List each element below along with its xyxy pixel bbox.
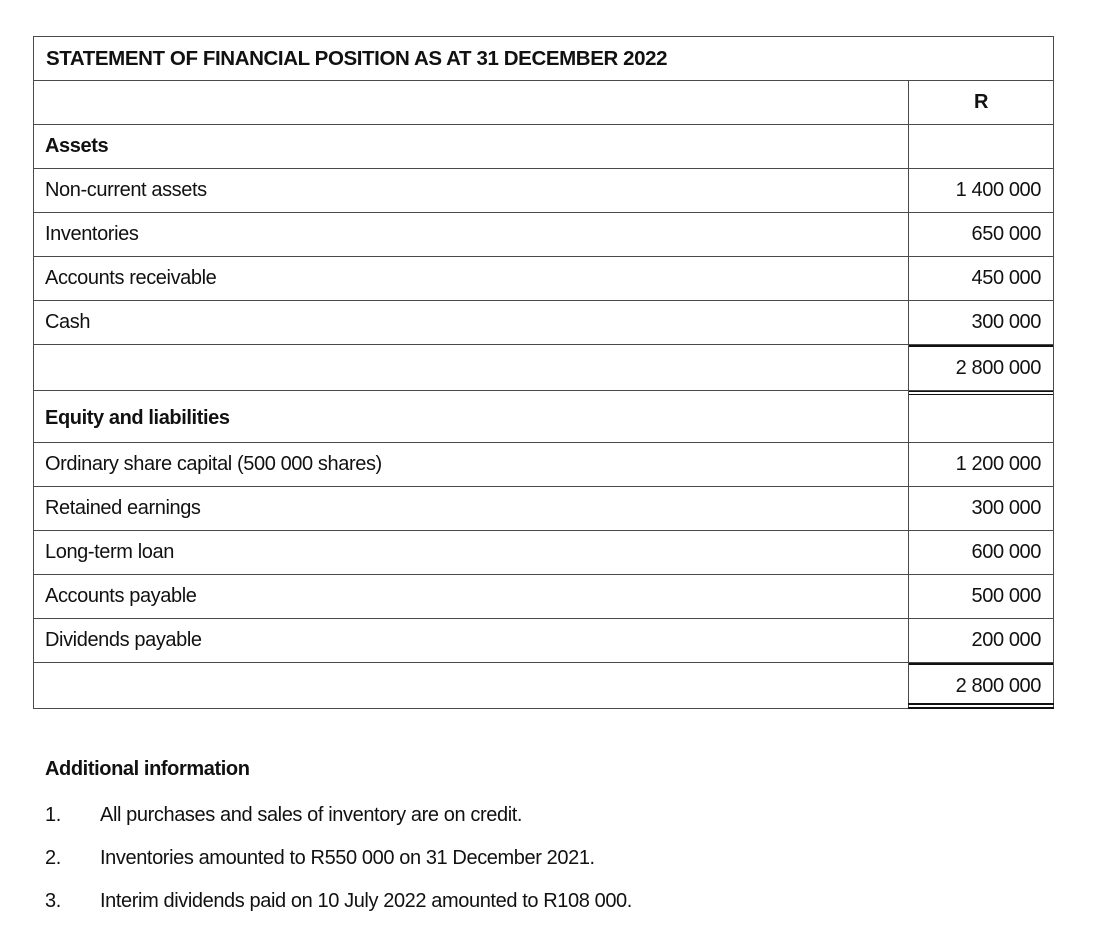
equity-liabilities-total-row <box>34 663 1053 708</box>
table-row <box>34 169 1053 213</box>
row-amount: 300 000 <box>971 311 1041 333</box>
empty-label-cell <box>34 663 909 708</box>
row-label: Accounts payable <box>34 575 909 618</box>
row-amount: 500 000 <box>971 585 1041 607</box>
row-label: Inventories <box>34 213 909 256</box>
row-label: Cash <box>34 301 909 344</box>
table-row <box>34 301 1053 345</box>
list-item-text: All purchases and sales of inventory are on credit. <box>100 804 523 826</box>
equity-liabilities-heading: Equity and liabilities <box>34 391 909 442</box>
list-item-text: Inventories amounted to R550 000 on 31 December 2021. <box>100 847 595 869</box>
table-row <box>34 619 1053 663</box>
additional-information-heading: Additional information <box>45 758 250 780</box>
row-label: Retained earnings <box>34 487 909 530</box>
list-item <box>45 794 945 837</box>
row-amount: 1 400 000 <box>955 179 1041 201</box>
table-row <box>34 443 1053 487</box>
row-label: Accounts receivable <box>34 257 909 300</box>
empty-label-cell <box>34 345 909 390</box>
row-amount: 600 000 <box>971 541 1041 563</box>
row-amount: 300 000 <box>971 497 1041 519</box>
currency-header-row <box>34 81 1053 125</box>
list-item-number: 1. <box>45 804 61 826</box>
row-amount: 650 000 <box>971 223 1041 245</box>
empty-label-cell <box>34 81 909 124</box>
row-amount: 1 200 000 <box>955 453 1041 475</box>
list-item-number: 3. <box>45 890 61 912</box>
assets-heading: Assets <box>34 125 909 168</box>
row-amount: 200 000 <box>971 629 1041 651</box>
table-row <box>34 257 1053 301</box>
table-row <box>34 575 1053 619</box>
assets-total-row <box>34 345 1053 391</box>
equity-liabilities-total: 2 800 000 <box>909 663 1053 708</box>
additional-information <box>45 752 945 923</box>
table-row <box>34 213 1053 257</box>
table-row <box>34 487 1053 531</box>
financial-position-table <box>33 36 1054 709</box>
row-amount: 450 000 <box>971 267 1041 289</box>
list-item-number: 2. <box>45 847 61 869</box>
row-label: Dividends payable <box>34 619 909 662</box>
list-item-text: Interim dividends paid on 10 July 2022 amounted to R108 000. <box>100 890 632 912</box>
statement-title: STATEMENT OF FINANCIAL POSITION AS AT 31 DECEMBER 2022 <box>34 37 1053 81</box>
total-double-underline <box>908 703 1054 709</box>
table-row <box>34 531 1053 575</box>
row-label: Non-current assets <box>34 169 909 212</box>
equity-heading-row <box>34 391 1053 443</box>
empty-amount-cell <box>909 391 1053 442</box>
list-item <box>45 837 945 880</box>
additional-information-list <box>45 794 945 923</box>
row-label: Ordinary share capital (500 000 shares) <box>34 443 909 486</box>
row-label: Long-term loan <box>34 531 909 574</box>
assets-total: 2 800 000 <box>909 345 1053 390</box>
list-item <box>45 880 945 923</box>
assets-heading-row <box>34 125 1053 169</box>
empty-amount-cell <box>909 125 1053 168</box>
currency-header: R <box>973 91 989 113</box>
